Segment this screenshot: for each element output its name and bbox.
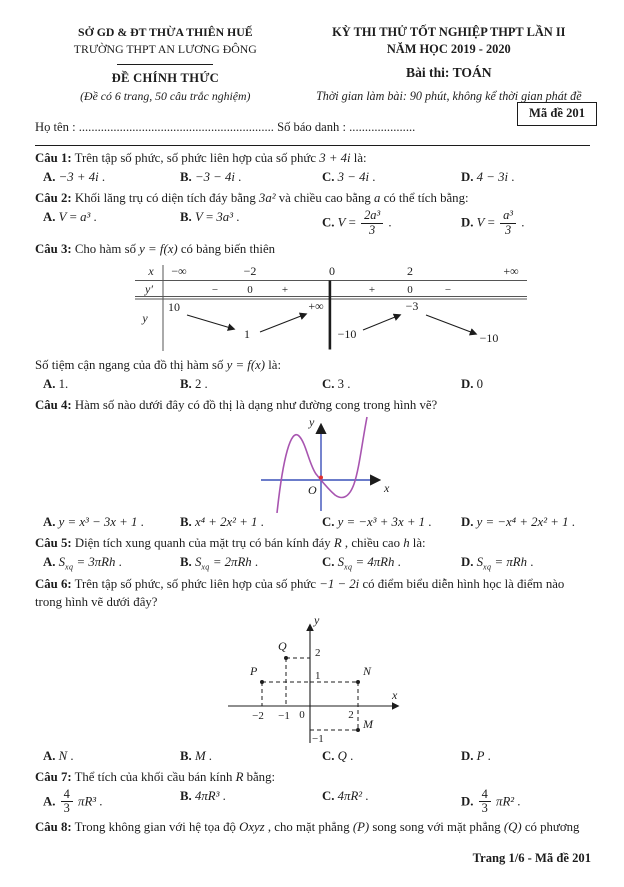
question-6-option-A: A. N . xyxy=(43,748,74,763)
bbt-zero-double-bar xyxy=(329,280,332,349)
pages-note: (Đề có 6 trang, 50 câu trắc nghiệm) xyxy=(80,88,251,103)
question-5-option-D: D. $S_{xq} = \pi Rh$ . xyxy=(461,555,534,572)
question-5-options xyxy=(43,554,590,573)
bbt-x-tick-0: 0 xyxy=(329,263,335,278)
question-5 xyxy=(35,535,590,573)
bbt-sign-6: − xyxy=(444,283,452,296)
question-8 xyxy=(35,819,590,837)
question-7-option-C: C. 4πR² . xyxy=(322,788,369,803)
question-3-option-A: A. 1. xyxy=(43,376,69,391)
question-6-text: Câu 6: Trên tập số phức, số phức liên hợp của số phức −1 − 2i có điểm biểu diễn hình học là điểm nào trong hình vẽ dưới đây? xyxy=(35,576,565,609)
question-2-options xyxy=(43,209,590,238)
tick-yneg1: −1 xyxy=(312,732,324,745)
question-3-option-B: B. 2 . xyxy=(180,376,208,391)
question-2-option-B: B. V = 3a³ . xyxy=(180,210,240,225)
tick-0: 0 xyxy=(299,708,305,721)
question-6-option-B: B. M . xyxy=(180,748,213,763)
point-Q-label: Q xyxy=(278,638,287,653)
point-N-marker xyxy=(356,680,360,684)
bbt-x-label: x xyxy=(148,263,154,278)
question-4-options xyxy=(43,514,590,532)
question-2-text: Câu 2: Khối lăng trụ có diện tích đáy bằng 3a² và chiều cao bằng a có thể tích bằng: xyxy=(35,191,469,206)
question-3-subtext: Số tiệm cận ngang của đồ thị hàm số y = f(x) là: xyxy=(35,357,282,372)
question-2-option-C: C. V = $\frac{\text{2a³}}{3}$ . xyxy=(322,208,392,237)
bbt-y-end: −10 xyxy=(479,330,499,345)
points-y-axis-label: y xyxy=(314,613,320,627)
question-6 xyxy=(35,576,590,766)
candidate-id-field: Số báo danh : ..................... xyxy=(277,119,416,134)
bbt-arrow-down-2 xyxy=(426,315,476,334)
question-7 xyxy=(35,769,590,817)
header-exam-block xyxy=(296,24,590,105)
question-4-option-B: B. x⁴ + 2x² + 1 . xyxy=(180,515,264,530)
bbt-arrow-up-2 xyxy=(363,315,400,330)
header-school-block xyxy=(35,24,296,105)
tick-neg2: −2 xyxy=(252,709,264,722)
question-3-option-D: D. 0 xyxy=(461,376,484,391)
question-1-option-A: A. −3 + 4i . xyxy=(43,170,106,185)
variation-table-figure xyxy=(95,260,555,354)
bbt-x-tick-2: 2 xyxy=(407,263,413,278)
bbt-arrow-up-1 xyxy=(260,314,306,332)
question-4 xyxy=(35,397,590,533)
question-2-option-D: D. V = $\frac{\text{a³}}{3}$ . xyxy=(461,208,525,237)
official-exam-label: ĐỀ CHÍNH THỨC xyxy=(111,71,220,86)
candidate-name-field: Họ tên : .............................................................. xyxy=(35,119,274,134)
question-6-option-C: C. Q . xyxy=(322,748,354,763)
exam-code-box: Mã đề 201 xyxy=(517,102,597,126)
bbt-y-min: 1 xyxy=(244,326,250,341)
tick-y2: 2 xyxy=(315,646,321,659)
question-1-option-C: C. 3 − 4i . xyxy=(322,170,376,185)
cubic-curve-path xyxy=(277,417,367,513)
question-5-option-C: C. $S_{xq} = 4\pi Rh$ . xyxy=(322,555,401,572)
bbt-yprime-label: y′ xyxy=(145,281,153,296)
subject-title: Bài thi: TOÁN xyxy=(406,64,492,80)
question-4-text: Câu 4: Hàm số nào dưới đây có đồ thị là dạng như đường cong trong hình vẽ? xyxy=(35,397,438,412)
candidate-info-row xyxy=(35,119,590,137)
curve-y-axis-label: y xyxy=(309,415,315,430)
bbt-sign-1: − xyxy=(211,283,219,296)
question-3-text: Câu 3: Cho hàm số y = f(x) có bảng biến thiên xyxy=(35,241,276,256)
bbt-y-start: 10 xyxy=(168,299,180,314)
complex-points-figure xyxy=(210,614,425,747)
question-4-option-C: C. y = −x³ + 3x + 1 . xyxy=(322,515,432,530)
question-7-option-D: D. $\frac{4}{3}$ πR² . xyxy=(461,786,521,816)
header-rule xyxy=(35,145,590,146)
points-x-axis-label: x xyxy=(392,687,398,702)
bbt-y-lim-right: −10 xyxy=(337,326,357,341)
bbt-sign-4: + xyxy=(368,283,376,296)
question-7-text: Câu 7: Thể tích của khối cầu bán kính R bằng: xyxy=(35,769,276,784)
tick-y1: 1 xyxy=(315,669,321,682)
point-P-marker xyxy=(260,680,264,684)
question-5-option-A: A. $S_{xq} = 3\pi Rh$ . xyxy=(43,555,122,572)
duration-note: Thời gian làm bài: 90 phút, không kể thời gian phát đề xyxy=(316,88,582,103)
tick-x2: 2 xyxy=(348,708,354,721)
tick-neg1: −1 xyxy=(278,709,290,722)
bbt-y-label: y xyxy=(142,310,148,325)
question-1-text: Câu 1: Trên tập số phức, số phức liên hợp của số phức 3 + 4i là: xyxy=(35,151,367,166)
question-1-options xyxy=(43,169,590,187)
exam-title-line1: KỲ THI THỬ TỐT NGHIỆP THPT LẦN II xyxy=(332,25,566,39)
question-7-option-B: B. 4πR³ . xyxy=(180,788,226,803)
point-N-label: N xyxy=(363,663,372,678)
bbt-sign-3: + xyxy=(281,283,289,296)
question-6-option-D: D. P . xyxy=(461,748,491,763)
origin-dot xyxy=(319,476,323,480)
point-M-label: M xyxy=(363,716,373,731)
question-1-option-B: B. −3 − 4i . xyxy=(180,170,242,185)
question-1 xyxy=(35,150,590,187)
school-name: TRƯỜNG THPT AN LƯƠNG ĐÔNG xyxy=(73,41,257,56)
department-name: SỞ GD & ĐT THỪA THIÊN HUẾ xyxy=(78,25,253,39)
question-4-option-A: A. y = x³ − 3x + 1 . xyxy=(43,515,144,530)
question-3-option-C: C. 3 . xyxy=(322,376,351,391)
question-7-option-A: A. $\frac{4}{3}$ πR³ . xyxy=(43,786,103,816)
bbt-x-tick-neg-inf: −∞ xyxy=(171,263,187,278)
bbt-y-max: −3 xyxy=(405,298,419,313)
question-5-text: Câu 5: Diện tích xung quanh của mặt trụ có bán kính đáy R , chiều cao h là: xyxy=(35,536,426,551)
point-Q-marker xyxy=(284,656,288,660)
question-1-option-D: D. 4 − 3i . xyxy=(461,170,515,185)
page-footer: Trang 1/6 - Mã đề 201 xyxy=(472,851,591,866)
point-P-label: P xyxy=(250,663,258,678)
bbt-x-tick-pos-inf: +∞ xyxy=(503,263,519,278)
question-2-option-A: A. V = a³ . xyxy=(43,210,97,225)
point-M-marker xyxy=(356,728,360,732)
question-4-option-D: D. y = −x⁴ + 2x² + 1 . xyxy=(461,515,575,530)
bbt-arrow-down-1 xyxy=(187,315,234,329)
question-8-text: Câu 8: Trong không gian với hệ tọa độ Oxyz , cho mặt phẳng (P) song song với mặt phẳng (Q) có phương xyxy=(35,820,580,835)
bbt-y-lim-left: +∞ xyxy=(308,298,324,313)
bbt-x-tick-neg2: −2 xyxy=(243,263,257,278)
cubic-curve-figure xyxy=(251,415,403,513)
exam-header xyxy=(35,24,590,105)
question-5-option-B: B. $S_{xq} = 2\pi Rh$ . xyxy=(180,555,259,572)
curve-origin-label: O xyxy=(308,483,317,498)
curve-x-axis-label: x xyxy=(384,481,390,496)
question-3-options xyxy=(43,376,590,394)
exam-title-line2: NĂM HỌC 2019 - 2020 xyxy=(386,42,511,57)
bbt-sign-5: 0 xyxy=(407,283,413,296)
question-3 xyxy=(35,241,590,394)
question-7-options xyxy=(43,788,590,817)
question-2 xyxy=(35,190,590,238)
question-6-options xyxy=(43,748,590,766)
bbt-sign-2: 0 xyxy=(247,283,253,296)
header-divider-line xyxy=(117,64,213,65)
